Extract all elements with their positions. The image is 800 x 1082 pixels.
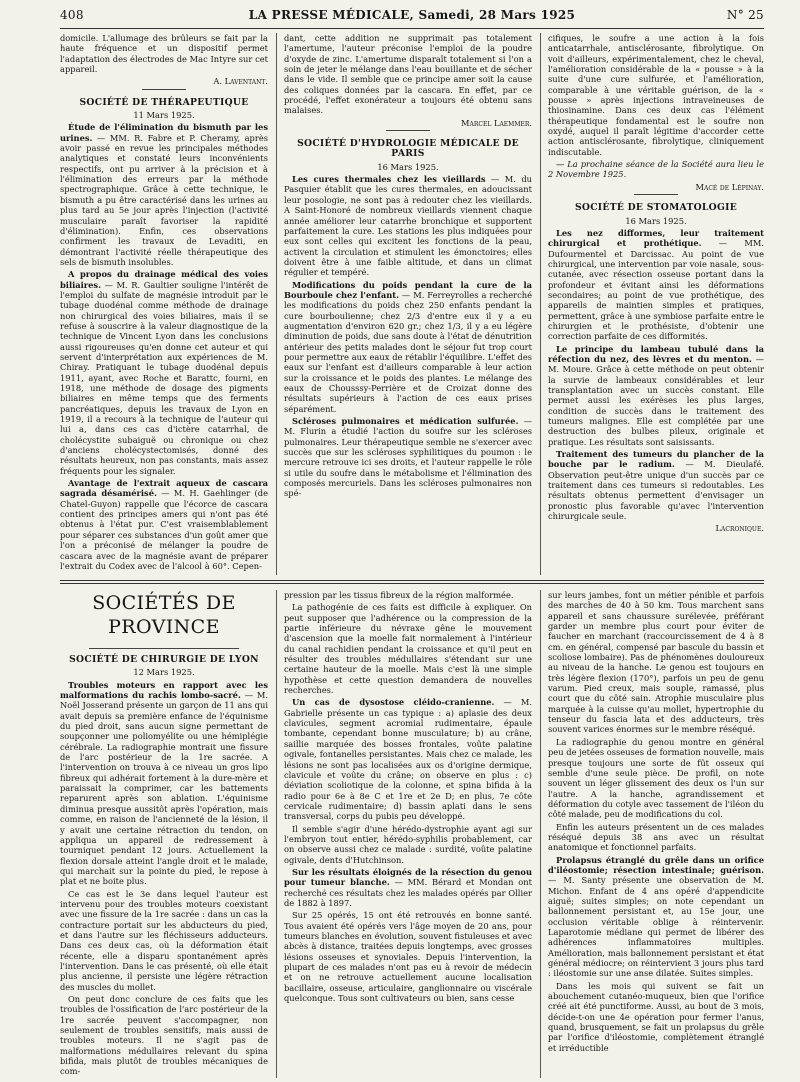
paragraph: Enfin les auteurs présentent un de ces malades réséqué depuis 38 ans avec un résultat anatomique et fonctionnel parfaits.	[548, 821, 764, 853]
page-number: 408	[60, 8, 84, 22]
article-heading: Avantage de l'extrait aqueux de cascara sagrada désamérisé.	[60, 478, 268, 499]
header-rule	[60, 28, 764, 29]
paragraph: sur leurs jambes, font un métier pénible et parfois des marches de 40 à 50 km. Tous marchent sans appareil et sans chaussure surélevée, préférant garder un membre plus court pour éviter de faucher en marchant (raccourcissement de 4 à 8 cm. en général, compensé par bascule du bassin et scoliose lombaire). Pas de phénomènes douloureux au niveau de la hanche. Le genou est toujours en très légère flexion (170°), parfois un peu de genu varum. Pied creux, mais souple, ramassé, plus court que du côté sain. Atrophie musculaire plus marquée à la cuisse qu'au mollet, hypertrophie du tenseur du fascia lata et des adducteurs, très souvent varices énormes sur le membre réséqué.	[548, 590, 764, 735]
short-rule	[386, 130, 430, 131]
article-heading: Prolapsus étranglé du grêle dans un orifice d'iléostomie; résection intestinale; guérison.	[548, 854, 764, 875]
paragraph: domicile. L'allumage des brûleurs se fait par la haute fréquence et un dispositif permet l'adaptation des électrodes de Mac Intyre sur cet appareil.	[60, 33, 268, 75]
column-5	[284, 590, 532, 1078]
paragraph: Ce cas est le 3e dans lequel l'auteur est intervenu pour des troubles moteurs coexistant avec une fissure de la 1re sacrée : dans un cas la contracture portait sur les abducteurs du pied, et dans l'autre sur les fléchisseurs adducteurs. Dans ces deux cas, où la déformation était récente, elle a disparu spontanément après l'intervention. Dans le cas présenté, où elle était plus ancienne, il persiste une légère rétraction des muscles du mollet.	[60, 888, 268, 992]
article-paragraph: Scléroses pulmonaires et médication sulfurée. — M. Flurin a étudié l'action du soufre sur les scléroses pulmonaires. Leur thérapeutique semble ne s'exercer avec succès que sur les scléroses syphilitiques du poumon : le mercure retrouve ici ses droits, et l'auteur rappelle le rôle si utile du soufre dans le métabolisme et l'élimination des composés mercuriels. Dans les scléroses pulmonaires non spé-	[284, 416, 532, 499]
article-paragraph: Le principe du lambeau tubulé dans la réfection du nez, des lèvres et du menton. — M. Moure. Grâce à cette méthode on peut obtenir la survie de lambeaux considérables et leur transplantation avec un succès constant. Elle permet aussi les exérèses les plus larges, condition de succès dans le traitement des tumeurs malignes. Elle est complétée par une destruction des bulbes pileux, originale et pratique. Les résultats sont saisissants.	[548, 343, 764, 447]
article-heading: Troubles moteurs en rapport avec les malformations du rachis lombo-sacré.	[60, 679, 268, 701]
article-paragraph: Un cas de dysostose cléido-cranienne. — M. Gabrielle présente un cas typique : a) aplasie des deux clavicules, segment acromial rudimentaire, épaule tombante, cependant bonne musculature; b) au crâne, saillie marquée des bosses frontales, voûte palatine ogivale, fontanelles persistantes. Mais chez ce malade, les lésions ne sont pas localisées aux os d'origine dermique, clavicule et voûte du crâne; on observe en plus : c) déviation scoliotique de la colonne, et spina bifida à la radio pour 6e à 8e C et 1re et 2e D; en plus, 7e côte cervicale rudimentaire; d) bassin aplati dans le sens transversal, corps du pubis peu développé.	[284, 697, 532, 822]
author-signature: Lacronique.	[715, 523, 764, 534]
session-date: 12 Mars 1925.	[133, 667, 195, 678]
column-divider	[276, 33, 277, 575]
article-heading: Traitement des tumeurs du plancher de la bouche par le radium.	[548, 449, 764, 470]
article-heading: Un cas de dysostose cléido-cranienne.	[292, 697, 495, 708]
column-1	[60, 33, 268, 575]
article-heading: Le principe du lambeau tubulé dans la réfection du nez, des lèvres et du menton.	[548, 343, 764, 364]
session-date: 16 Mars 1925.	[625, 215, 687, 226]
paragraph: — La prochaine séance de la Société aura lieu le 2 Novembre 1925.	[548, 159, 764, 180]
article-paragraph: Prolapsus étranglé du grêle dans un orifice d'iléostomie; résection intestinale; guérison. — M. Santy présente une observation de M. Michon. Enfant de 4 ans opéré d'appendicite aiguë; suites simples; on note cependant un ballonnement persistant et, au 15e jour, une occlusion véritable oblige à réintervenir. Laparotomie médiane qui permet de libérer des adhérences inflammatoires multiples. Amélioration, mais ballonnement persistant et état général médiocre; on réintervient 3 jours plus tard : iléostomie sur une anse dilatée. Suites simples.	[548, 854, 764, 979]
article-heading: Étude de l'élimination du bismuth par les urines.	[60, 122, 268, 143]
column-divider	[540, 33, 541, 575]
author-signature: A. Laventant.	[213, 76, 268, 87]
masthead-title: LA PRESSE MÉDICALE, Samedi, 28 Mars 1925	[248, 8, 576, 22]
article-heading: A propos du drainage médical des voies biliaires.	[60, 269, 268, 290]
column-2	[284, 33, 532, 575]
column-divider	[276, 590, 277, 1078]
article-paragraph: Modifications du poids pendant la cure de la Bourboule chez l'enfant. — M. Ferreyrolles a recherché les modifications du poids chez 250 enfants pendant la cure bourboulienne; chez 2/3 d'entre eux il y a eu augmentation d'environ 620 gr.; chez 1/3, il y a eu légère diminution de poids, due sans doute à l'état de dénutrition antérieur des petits malades dont le séjour fut trop court pour permettre aux eaux de rétablir l'équilibre. L'effet des eaux sur l'enfant est d'ailleurs comparable à leur action sur la croissance et le poids des plantes. Le mélange des eaux de Chousssy-Perrière et de Croizat donne des résultats supérieurs à l'action de ces eaux prises séparément.	[284, 279, 532, 414]
issue-number: N° 25	[726, 8, 764, 22]
article-paragraph: Avantage de l'extrait aqueux de cascara sagrada désamérisé. — M. H. Gaehlinger (de Chatel-Guyon) rappelle que l'écorce de cascara contient des principes amers qui n'ont pas été obtenus à l'état pur. C'est vraisemblablement pour séparer ces substances d'un goût amer que l'on a préconisé de mélanger la poudre de cascara avec de la magnésie avant de préparer l'extrait du Codex avec de l'alcool à 60°. Cepen-	[60, 478, 268, 571]
section-rule	[60, 583, 764, 584]
paragraph: pression par les tissus fibreux de la région malformée.	[284, 590, 514, 600]
page-header	[60, 8, 764, 26]
short-rule	[89, 648, 239, 649]
article-paragraph: Les nez difformes, leur traitement chirurgical et prothétique. — MM. Dufourmentel et Darcissac. Au point de vue chirurgical, une intervention par voie nasale, sous-cutanée, avec résection osseuse portant dans la profondeur et évitant ainsi les déformations secondaires; au point de vue prothétique, des appareils de maintien simples et pratiques, permettent, grâce à une symbiose parfaite entre le chirurgien et le prothésiste, d'obtenir une correction parfaite de ces difformités.	[548, 227, 764, 342]
article-heading: Sur les résultats éloignés de la résection du genou pour tumeur blanche.	[284, 866, 532, 888]
article-paragraph: Les cures thermales chez les vieillards — M. du Pasquier établit que les cures thermales, en adoucissant leur posologie, ne sont pas à redouter chez les vieillards. A Saint-Honoré de nombreux vieillards viennent chaque année améliorer leur catarrhe bronchique et supportent parfaitement la cure. Les stations les plus indiquées pour eux sont celles qui excitent les fonctions de la peau, activent la circulation et stimulent les émonctoires; elles doivent être à une faible altitude, et dans un climat régulier et tempéré.	[284, 174, 532, 278]
column-6	[548, 590, 764, 1078]
article-paragraph: A propos du drainage médical des voies biliaires. — M. R. Gaultier souligne l'intérêt de l'emploi du sulfate de magnésie introduit par le tubage duodénal comme méthode de drainage non chirurgical des voies biliaires, mais il se refuse à souscrire à la valeur diagnostique de la technique de Vincent Lyon dans les conclusions aussi rigoureuses qu'en donne cet auteur et qui servent d'interprétation aux expériences de M. Chiray. Pratiquant le tubage duodénal depuis 1911, ayant, avec Roche et Barattc, fourni, en 1918, une méthode de dosage des pigments biliaires en même temps que des ferments pancréatiques, depuis les travaux de Lyon en 1919, il a recours à la technique de l'auteur qui lui a, dans ces cas d'ictère catarrhal, de cholécystite subaiguë ou chronique ou chez d'anciens cholécystectomisés, donné des résultats heureux, non pas constants, mais assez fréquents pour les signaler.	[60, 269, 268, 476]
session-date: 16 Mars 1925.	[377, 161, 439, 172]
section-heading: SOCIÉTÉ DE THÉRAPEUTIQUE	[79, 96, 249, 108]
short-rule	[142, 89, 186, 90]
article-paragraph: Traitement des tumeurs du plancher de la bouche par le radium. — M. Dieulafé. Observation peut-être unique d'un succès par ce traitement dans ces tumeurs si redoutables. Les résultats obtenus permettent d'envisager un pronostic plus favorable qu'avec l'intervention chirurgicale seule.	[548, 449, 764, 522]
article-heading: Scléroses pulmonaires et médication sulfurée.	[292, 416, 519, 427]
paragraph: On peut donc conclure de ces faits que les troubles de l'ossification de l'arc postérieur de la 1re sacrée peuvent s'accompagner, non seulement de troubles sensitifs, mais aussi de troubles moteurs. Il ne s'agit pas de malformations médullaires relevant du spina bifida, mais plutôt de troubles mécaniques de com-	[60, 994, 268, 1077]
column-3	[548, 33, 764, 575]
section-heading: SOCIÉTÉ D'HYDROLOGIE MÉDICALE DE PARIS	[297, 138, 519, 160]
paragraph: dant, cette addition ne supprimait pas totalement l'amertume, l'auteur préconise l'emploi de la poudre d'oxyde de zinc. L'amertume disparaît totalement si l'on a soin de jeter le mélange dans l'eau bouillante et de sécher dans le vide. Il semble que ce principe amer soit la cause des coliques données par la cascara. En effet, par ce procédé, l'effet exonérateur a toujours été obtenu sans malaises.	[284, 33, 532, 116]
column-divider	[540, 590, 541, 1078]
paragraph: Il semble s'agir d'une hérédo-dystrophie ayant agi sur l'embryon tout entier, hérédo-syphilis probablement, car on observe aussi chez ce malade : surdité, voûte palatine ogivale, dents d'Hutchinson.	[284, 823, 532, 865]
article-paragraph: Étude de l'élimination du bismuth par les urines. — MM. R. Fabre et P. Cheramy, après avoir passé en revue les principales méthodes analytiques et constaté leurs inconvénients respectifs, ont pu arriver à la précision et à l'élimination des erreurs par la méthode spectrographique. Grâce à cette technique, le bismuth a pu être caractérisé dans les urines au plus tard au 5e jour après l'injection (l'activité musculaire paraît favoriser la rapidité d'élimination). Enfin, ces observations confirment les travaux de Levaditi, en démontrant l'activité réelle thérapeutique des sels de bismuth insolubles.	[60, 122, 268, 267]
province-banner: SOCIÉTÉS DE PROVINCE	[92, 592, 236, 638]
article-heading: Les nez difformes, leur traitement chirurgical et prothétique.	[548, 227, 764, 249]
paragraph: La radiographie du genou montre en général peu de jetées osseuses de formation nouvelle, mais presque toujours une sorte de fût osseux qui semble d'une seule pièce. De profil, on note souvent un léger glissement des deux os l'un sur l'autre. A la hanche, agrandissement et déformation du cotyle avec tassement de l'iléon du côté malade, peu de modifications du col.	[548, 736, 764, 820]
section-heading: SOCIÉTÉ DE STOMATOLOGIE	[574, 202, 738, 214]
paragraph: Dans les mois qui suivent se fait un abouchement cutanéo-muqueux, bien que l'orifice créé ait été punctiforme. Aussi, au bout de 3 mois, décide-t-on une 4e opération pour fermer l'anus, quand, brusquement, se fait un prolapsus du grêle par l'orifice d'iléostomie, complètement étranglé et irréductible	[548, 980, 764, 1053]
session-date: 11 Mars 1925.	[133, 110, 195, 121]
article-heading: Modifications du poids pendant la cure de la Bourboule chez l'enfant.	[284, 279, 532, 300]
paragraph: Sur 25 opérés, 15 ont été retrouvés en bonne santé. Tous avaient été opérés vers l'âge moyen de 20 ans, pour tumeurs blanches en évolution, souvent fistuleuses et avec abcès à distance, traitées depuis longtemps, avec grosses lésions osseuses et synoviales. Depuis l'intervention, la plupart de ces malades n'ont pas eu à revoir de médecin et on ne retrouve actuellement aucune localisation bacillaire, osseuse, articulaire, ganglionnaire ou viscérale quelconque. Tous sont cultivateurs ou bien, sans cesse	[284, 910, 532, 1004]
author-signature: Macé de Lépinay.	[695, 181, 764, 192]
paragraph: cifiques, le soufre a une action à la fois anticatarrhale, antisclérosante, fibrolytique. On voit d'ailleurs, expérimentalement, chez le cheval, l'amélioration considérable de la « pousse » à la suite d'une cure sulfurée, et l'amélioration, comparable à une véritable guérison, de la « pousse » après injections intraveineuses de thiosinamine. Dans ces deux cas l'élément thérapeutique fondamental est le soufre non oxydé, auquel il paraît légitime d'accorder cette action antisclérosante, fibrolytique, cliniquement indiscutable.	[548, 33, 764, 157]
author-signature: Marcel Laemmer.	[461, 117, 532, 128]
column-4	[60, 590, 268, 1078]
section-heading: SOCIÉTÉ DE CHIRURGIE DE LYON	[69, 654, 259, 665]
article-paragraph: Troubles moteurs en rapport avec les malformations du rachis lombo-sacré. — M. Noël Josserand présente un garçon de 11 ans qui avait depuis sa première enfance de l'équinisme du pied droit, sans aucun signe permettant de soupçonner une poliomyélite ou une hémiplégie cérébrale. La radiographie montrait une fissure de l'arc postérieur de la 1re sacrée. A l'intervention on trouva à ce niveau un gros lipo fibreux qui adhérait fortement à la dure-mère et paraissait la comprimer, car les battements reparurent après son ablation. L'équinisme diminua presque aussitôt après l'opération, mais comme, en raison de l'ancienneté de la lésion, il y avait une certaine rétraction du tendon, on appliqua un appareil de redressement à tourniquet pendant 12 jours. Actuellement la flexion dorsale atteint l'angle droit et le malade, qui marchait sur la pointe du pied, le repose à plat et ne boite plus.	[60, 679, 268, 887]
paragraph: La pathogénie de ces faits est difficile à expliquer. On peut supposer que l'adhérence ou la compression de la partie inférieure du névraxe gêne le mouvement d'ascension que la moelle fait normalement à l'intérieur du canal rachidien pendant la croissance et qu'il peut en résulter des troubles médullaires s'étendant sur une certaine hauteur de la moelle. Mais c'est là une simple hypothèse et cette question demandera de nouvelles recherches.	[284, 602, 532, 696]
article-paragraph: Sur les résultats éloignés de la résection du genou pour tumeur blanche. — MM. Bérard et Mondan ont recherché ces résultats chez les malades opérés par Ollier de 1882 à 1897.	[284, 866, 532, 908]
short-rule	[634, 194, 678, 195]
article-heading: Les cures thermales chez les vieillards	[292, 174, 486, 185]
section-rule	[60, 580, 764, 581]
